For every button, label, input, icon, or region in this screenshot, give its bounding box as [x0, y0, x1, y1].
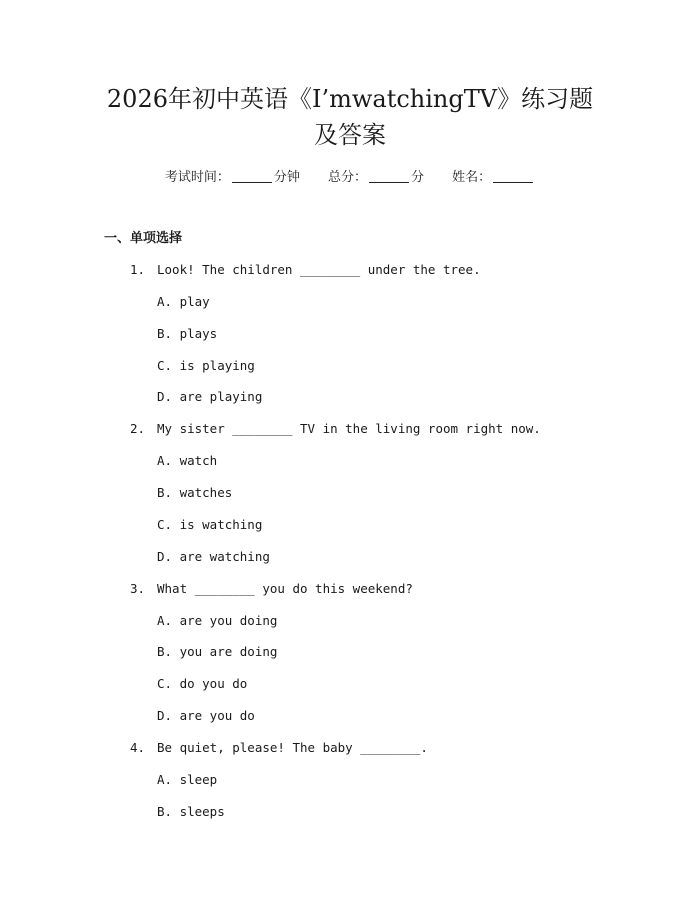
- question-option: B. plays: [157, 326, 218, 341]
- question-option: D. are watching: [157, 549, 270, 564]
- student-name-blank: [493, 168, 533, 183]
- student-name: [452, 168, 535, 188]
- total-score-blank: [369, 168, 409, 183]
- question-number: 4.: [130, 740, 146, 755]
- question-text: Look! The children ________ under the tree.: [157, 262, 481, 277]
- exam-info: [0, 168, 700, 188]
- question-option: C. is watching: [157, 517, 263, 532]
- question-text: Be quiet, please! The baby ________.: [157, 740, 428, 755]
- total-score-label: 总分：: [327, 170, 367, 185]
- question-option: C. do you do: [157, 676, 248, 691]
- question-number: 2.: [130, 421, 146, 436]
- total-score-unit: 分: [411, 170, 425, 185]
- question-number: 3.: [130, 581, 146, 596]
- student-name-label: 姓名：: [452, 170, 492, 185]
- exam-time-blank: [232, 168, 272, 183]
- question-option: A. sleep: [157, 772, 218, 787]
- question-option: B. you are doing: [157, 644, 278, 659]
- exam-time: [165, 168, 300, 188]
- question-option: C. is playing: [157, 358, 255, 373]
- question-option: A. are you doing: [157, 613, 278, 628]
- total-score: [328, 168, 424, 188]
- question-option: A. watch: [157, 453, 218, 468]
- document-title-line1: 2026年初中英语《I’mwatchingTV》练习题: [106, 85, 594, 113]
- question-option: A. play: [157, 294, 210, 309]
- section-title-single-choice: 一、单项选择: [104, 231, 183, 246]
- question-option: D. are playing: [157, 389, 263, 404]
- document-title-line2: 及答案: [314, 121, 386, 149]
- exam-time-label: 考试时间：: [164, 170, 230, 185]
- question-number: 1.: [130, 262, 146, 277]
- question-option: B. sleeps: [157, 804, 225, 819]
- question-option: B. watches: [157, 485, 233, 500]
- question-option: D. are you do: [157, 708, 255, 723]
- question-text: What ________ you do this weekend?: [157, 581, 413, 596]
- question-text: My sister ________ TV in the living room right now.: [157, 421, 541, 436]
- exam-time-unit: 分钟: [273, 170, 300, 185]
